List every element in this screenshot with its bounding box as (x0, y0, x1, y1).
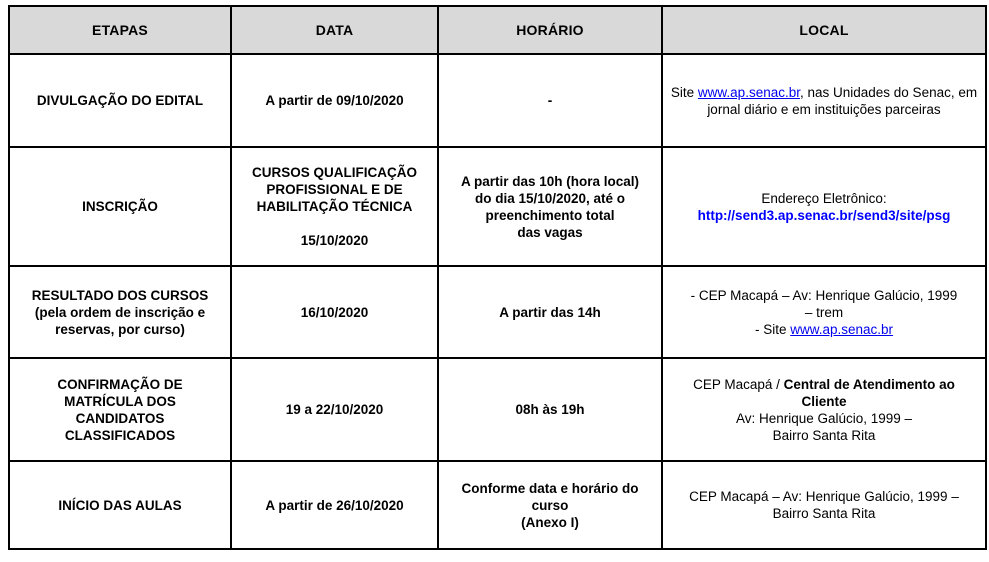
data-course-title: CURSOS QUALIFICAÇÃO PROFISSIONAL E DE HABILITAÇÃO TÉCNICA (252, 165, 417, 214)
local-bold-text: Central de Atendimento ao Cliente (783, 376, 955, 409)
table-header (9, 6, 986, 54)
column-header-horario: HORÁRIO (438, 6, 662, 54)
cell-horario: A partir das 14h (438, 266, 662, 358)
table-row-resultado (9, 266, 986, 358)
local-text: - Site (754, 321, 791, 337)
local-label: Endereço Eletrônico: (761, 190, 887, 206)
cell-local (662, 54, 986, 147)
local-text: CEP Macapá / (693, 376, 784, 392)
local-text: Site (670, 84, 698, 100)
cell-local (662, 358, 986, 461)
table-row-divulgacao (9, 54, 986, 147)
cell-data: A partir de 09/10/2020 (231, 54, 438, 147)
local-address: Av: Henrique Galúcio, 1999 – Bairro Santa Rita (735, 410, 913, 443)
cell-etapa: INÍCIO DAS AULAS (9, 461, 231, 549)
cell-data: 19 a 22/10/2020 (231, 358, 438, 461)
local-address: - CEP Macapá – Av: Henrique Galúcio, 1999 – trem (690, 287, 958, 320)
data-date: 15/10/2020 (300, 233, 369, 248)
cell-local (662, 266, 986, 358)
cell-data: 16/10/2020 (231, 266, 438, 358)
schedule-table (8, 5, 987, 550)
local-text: , nas Unidades do Senac, em jornal diário e em instituições parceiras (707, 84, 978, 117)
cell-etapa: RESULTADO DOS CURSOS (pela ordem de inscrição e reservas, por curso) (9, 266, 231, 358)
table-row-inscricao (9, 147, 986, 266)
cell-local: CEP Macapá – Av: Henrique Galúcio, 1999 – Bairro Santa Rita (662, 461, 986, 549)
cell-data (231, 147, 438, 266)
cell-data: A partir de 26/10/2020 (231, 461, 438, 549)
cell-horario: - (438, 54, 662, 147)
column-header-data: DATA (231, 6, 438, 54)
table-row-confirmacao (9, 358, 986, 461)
cell-horario: 08h às 19h (438, 358, 662, 461)
table-row-inicio-aulas (9, 461, 986, 549)
cell-horario: Conforme data e horário do curso (Anexo I) (438, 461, 662, 549)
column-header-etapas: ETAPAS (9, 6, 231, 54)
header-row (9, 6, 986, 54)
cell-etapa: INSCRIÇÃO (9, 147, 231, 266)
cell-local (662, 147, 986, 266)
column-header-local: LOCAL (662, 6, 986, 54)
send3-inscription-link[interactable]: http://send3.ap.senac.br/send3/site/psg (697, 207, 951, 223)
cell-etapa: DIVULGAÇÃO DO EDITAL (9, 54, 231, 147)
cell-horario: A partir das 10h (hora local) do dia 15/10/2020, até o preenchimento total das vagas (438, 147, 662, 266)
ap-senac-site-link[interactable]: www.ap.senac.br (790, 321, 894, 337)
cell-etapa: CONFIRMAÇÃO DE MATRÍCULA DOS CANDIDATOS CLASSIFICADOS (9, 358, 231, 461)
ap-senac-site-link[interactable]: www.ap.senac.br (697, 84, 800, 100)
